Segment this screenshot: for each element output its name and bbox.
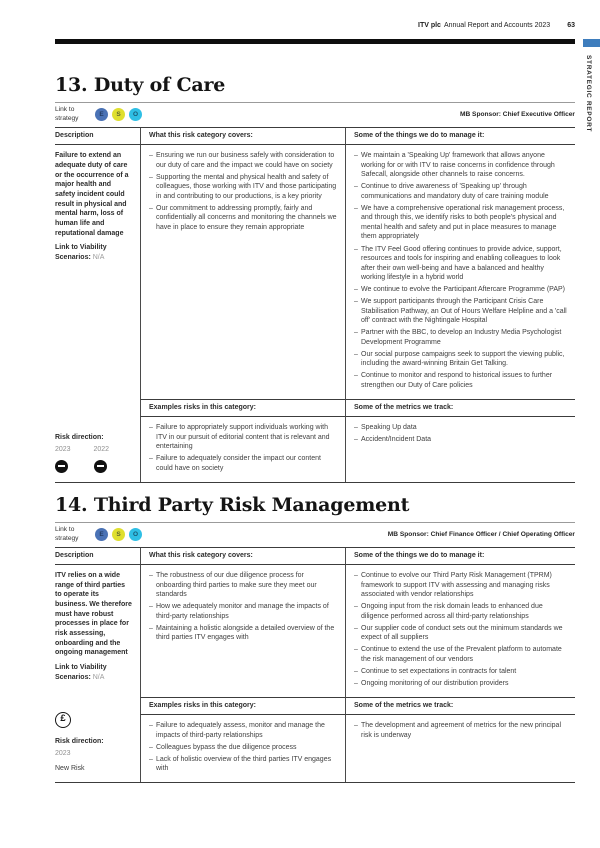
bullet-marker: – [149,455,153,463]
bullet-text: Ongoing monitoring of our distribution providers [361,679,509,687]
bullet-item [354,350,569,369]
viability-label: Link to Viability Scenarios: [55,244,107,261]
viability-note [55,243,132,262]
link-to-strategy-label: Link to strategy [55,106,79,122]
bullet-text: Supporting the mental and physical health and safety of colleagues, those working with ITV and those participating in and contributing to our productions, is a key priority [156,173,337,200]
strategy-o-icon: O [129,108,142,121]
bullet-text: Our commitment to addressing promptly, fairly and confidentially all concerns and monitoring the channels we have in place to ensure they remain appropriate [156,204,337,231]
bullet-item [149,602,339,621]
risk-table [55,127,575,483]
metrics-list [345,417,575,482]
bullet-item [149,755,339,774]
risk-stable-icon [94,460,107,473]
bullet-marker: – [354,329,358,337]
strategy-o-icon: O [129,528,142,541]
section-tab-marker [583,39,600,47]
section-title: 14. Third Party Risk Management [55,493,410,516]
section-tab-label: STRATEGIC REPORT [585,55,592,133]
col-header-covers: What this risk category covers: [140,548,345,566]
col-header-description: Description [55,128,140,146]
bullet-text: We continue to evolve the Participant Aftercare Programme (PAP) [361,286,566,294]
bullet-text: Failure to adequately consider the impact our content could have on society [156,455,321,472]
mb-sponsor: MB Sponsor: Chief Finance Officer / Chief Operating Officer [387,531,575,539]
viability-label: Link to Viability Scenarios: [55,664,107,681]
metrics-list [345,715,575,782]
viability-value: N/A [92,673,105,681]
bullet-item [354,679,569,689]
bullet-marker: – [354,603,358,611]
link-to-strategy-row [55,103,575,127]
bullet-text: Continue to evolve our Third Party Risk Management (TPRM) framework to support ITV with assessing and managing risks associated with vendor relationships [361,572,552,599]
strategy-icons [95,108,142,121]
bullet-text: We support participants through the Participant Crisis Care Stabilisation Pathway, an Out of Hours Welfare Helpline and a 'call off' contract with the Nightingale Hospital [361,298,567,325]
examples-header: Examples risks in this category: [140,399,345,418]
bullet-item [149,454,339,473]
bullet-marker: – [354,722,358,730]
report-title-line [418,22,550,29]
bullet-item [354,204,569,242]
page-header [55,22,575,29]
covers-list [140,565,345,697]
examples-header: Examples risks in this category: [140,697,345,716]
bullet-marker: – [354,679,358,687]
bullet-text: Partner with the BBC, to develop an Industry Media Psychologist Development Programme [361,329,562,346]
strategy-icons [95,528,142,541]
bullet-item [354,435,569,445]
bullet-text: Our social purpose campaigns seek to support the viewing public, including the award-winning Britain Get Talking. [361,350,565,368]
bullet-marker: – [149,743,153,751]
risk-direction-block [55,433,132,473]
bullet-item [149,721,339,740]
bullet-marker: – [354,245,358,253]
bullet-marker: – [149,603,153,611]
risk-direction-label: Risk direction: [55,737,104,745]
bullet-text: Our supplier code of conduct sets out the minimum standards we expect of all suppliers [361,624,563,642]
bullet-marker: – [149,572,153,580]
bullet-item [149,151,339,170]
bullet-text: Failure to adequately assess, monitor and manage the impacts of third-party relationships [156,722,325,739]
bullet-text: The development and agreement of metrics for the new principal risk is underway [361,722,561,739]
bullet-text: We maintain a 'Speaking Up' framework that allows anyone working for or with ITV to raise concerns in confidence through Safecall, alongside other channels to raise concerns. [361,152,555,179]
bullet-marker: – [354,572,358,580]
bullet-text: We have a comprehensive operational risk management process, and through this, we identify risks to both people's physical and mental health and safety and put in place measures to manage them appropriately [361,204,565,241]
bullet-text: Continue to set expectations in contracts for talent [361,667,517,675]
bullet-marker: – [149,424,153,432]
col-header-manage: Some of the things we do to manage it: [345,548,575,566]
risk-description: Failure to extend an adequate duty of care or the occurrence of a major health and safety incident could result in physical and mental harm, loss of human life and reputational damage [55,152,129,237]
bullet-marker: – [149,204,153,212]
risk-direction-block [55,712,132,774]
bullet-text: Continue to drive awareness of 'Speaking up' through communications and mandatory duty of care training module [361,183,549,200]
risk-direction-values [55,445,132,473]
metrics-header: Some of the metrics we track: [345,697,575,716]
bullet-marker: – [354,286,358,294]
strategy-e-icon: E [95,108,108,121]
bullet-item [354,285,569,295]
bullet-text: Maintaining a holistic alongside a detailed overview of the third parties ITV engages with [156,624,335,642]
bullet-item [354,602,569,621]
bullet-item [354,245,569,283]
viability-value: N/A [92,253,105,261]
viability-note [55,663,132,682]
bullet-item [354,624,569,643]
bullet-text: Ensuring we run our business safely with consideration to our duty of care and the impact we could have on society [156,152,335,169]
bullet-item [354,151,569,180]
col-header-description: Description [55,548,140,566]
bullet-marker: – [354,183,358,191]
new-risk-label: New Risk [55,764,85,772]
bullet-item [149,423,339,452]
bullet-text: Ongoing input from the risk domain leads to enhanced due diligence performed across all third-party relationships [361,603,543,620]
bullet-marker: – [354,624,358,632]
bullet-text: How we adequately monitor and manage the impacts of third-party relationships [156,603,329,620]
page-content [55,44,575,783]
bullet-marker: – [149,755,153,763]
bullet-item [354,645,569,664]
bullet-item [149,571,339,600]
bullet-item [354,667,569,677]
bullet-text: Continue to extend the use of the Prevalent platform to automate the risk management of our vendors [361,646,562,663]
description-cell [55,565,140,782]
bullet-text: Failure to appropriately support individuals working with ITV in our pursuit of editorial content that is relevant and entertaining [156,424,330,451]
strategy-e-icon: E [95,528,108,541]
bullet-marker: – [354,372,358,380]
bullet-item [354,721,569,740]
year-label: 2023 [55,446,71,454]
bullet-item [149,624,339,643]
section-third-party-risk [55,495,575,784]
examples-list [140,417,345,482]
risk-direction-2023 [55,445,94,473]
bullet-marker: – [354,436,358,444]
bullet-marker: – [149,624,153,632]
bullet-text: Speaking Up data [361,424,417,432]
bullet-item [354,371,569,390]
bullet-text: The ITV Feel Good offering continues to provide advice, support, resources and tools for inspiring and enabling colleagues to look after their own well-being and have a balanced and healthy working lifestyle in a hybrid world [361,245,562,282]
brand-name: ITV plc [418,22,441,29]
strategy-s-icon: S [112,528,125,541]
risk-stable-icon [55,460,68,473]
col-header-manage: Some of the things we do to manage it: [345,128,575,146]
bullet-text: Colleagues bypass the due diligence process [156,743,297,751]
bullet-item [149,204,339,233]
description-cell [55,145,140,481]
bullet-marker: – [149,173,153,181]
manage-list [345,145,575,398]
bullet-marker: – [354,298,358,306]
pound-icon: £ [55,712,71,728]
bullet-item [354,328,569,347]
bullet-text: Continue to monitor and respond to historical issues to further strengthen our Duty of Care policies [361,372,553,389]
bullet-marker: – [354,350,358,358]
strategy-s-icon: S [112,108,125,121]
link-to-strategy-label: Link to strategy [55,526,79,542]
risk-table [55,547,575,784]
bullet-text: The robustness of our due diligence process for onboarding third parties to make sure they meet our standards [156,572,317,599]
bullet-item [149,173,339,202]
bullet-item [354,297,569,326]
metrics-header: Some of the metrics we track: [345,399,575,418]
bullet-marker: – [149,152,153,160]
bullet-marker: – [354,646,358,654]
risk-direction-2022 [94,445,133,473]
bullet-item [354,423,569,433]
bullet-text: Accident/Incident Data [361,436,432,444]
page-number: 63 [567,22,575,29]
risk-direction-values [55,749,132,773]
bullet-marker: – [354,667,358,675]
section-duty-of-care [55,75,575,483]
bullet-marker: – [354,424,358,432]
year-label: 2023 [55,750,71,758]
mb-sponsor: MB Sponsor: Chief Executive Officer [459,111,575,119]
col-header-covers: What this risk category covers: [140,128,345,146]
examples-list [140,715,345,782]
bullet-item [354,571,569,600]
manage-list [345,565,575,697]
bullet-marker: – [354,204,358,212]
bullet-marker: – [149,722,153,730]
report-title: Annual Report and Accounts 2023 [443,22,551,29]
risk-direction-2023 [55,749,98,773]
section-title: 13. Duty of Care [55,74,226,96]
year-label: 2022 [93,446,110,454]
bullet-text: Lack of holistic overview of the third parties ITV engages with [156,755,332,773]
bullet-item [149,743,339,753]
link-to-strategy-row [55,523,575,547]
covers-list [140,145,345,398]
bullet-marker: – [354,152,358,160]
risk-description: ITV relies on a wide range of third parties to operate its business. We therefore must have robust processes in place for risk assessing, onboarding and the ongoing management [55,572,132,657]
bullet-item [354,182,569,201]
risk-direction-label: Risk direction: [55,433,104,441]
